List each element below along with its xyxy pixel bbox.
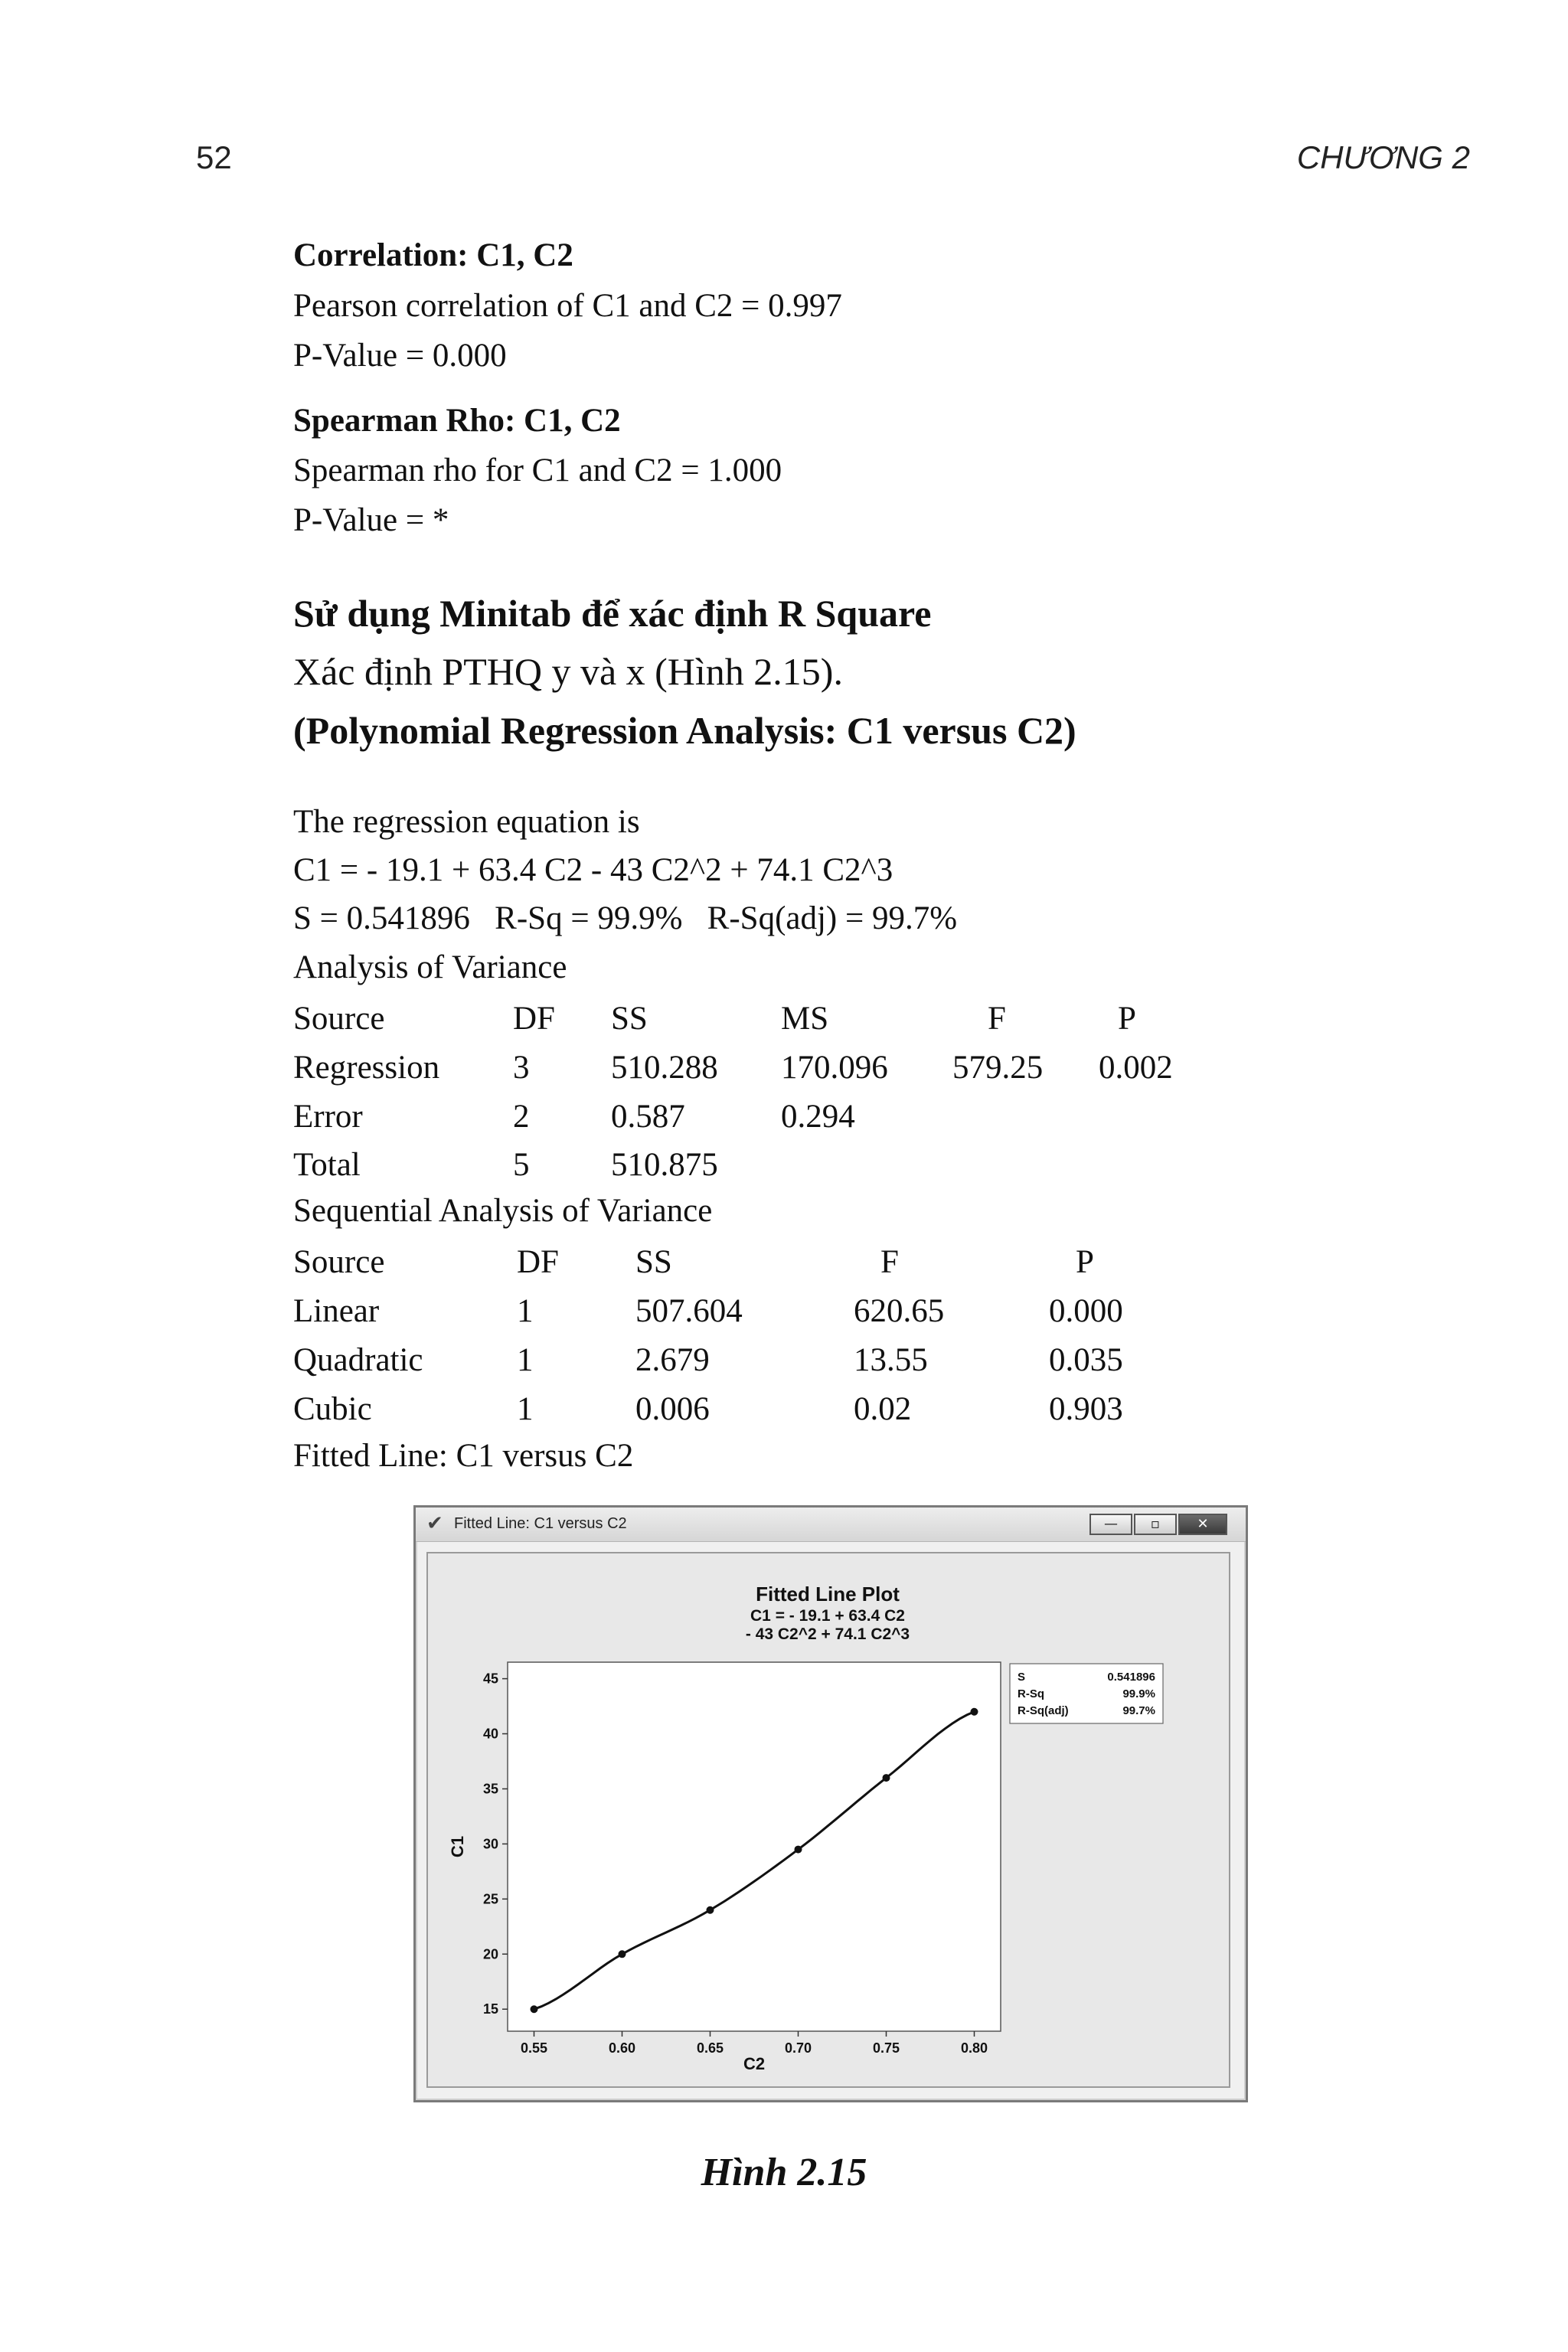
regression-equation: C1 = - 19.1 + 63.4 C2 - 43 C2^2 + 74.1 C2^3: [293, 852, 893, 888]
anova-cell: Total: [293, 1147, 361, 1183]
close-button[interactable]: [1178, 1514, 1227, 1535]
y-tick-label: 45: [482, 1671, 498, 1687]
data-point: [795, 1846, 802, 1854]
minimize-button[interactable]: [1089, 1514, 1132, 1535]
fitted-line-window: [413, 1505, 1248, 2102]
chart-subtitle-line-2: - 43 C2^2 + 74.1 C2^3: [745, 1625, 910, 1643]
anova-cell: 2: [513, 1099, 530, 1135]
minimize-icon: —: [1104, 1516, 1118, 1532]
anova-cell: 0.294: [781, 1099, 855, 1135]
legend-value-rsq: 99.9%: [1122, 1687, 1155, 1700]
anova-cell: 510.288: [611, 1050, 718, 1086]
section-heading: Sử dụng Minitab để xác định R Square: [293, 592, 932, 635]
x-axis-label: C2: [743, 2054, 766, 2073]
anova-cell: Error: [293, 1099, 363, 1135]
data-point: [531, 2005, 538, 2013]
fitted-line-caption: Fitted Line: C1 versus C2: [293, 1438, 634, 1474]
anova-cell: 170.096: [781, 1050, 888, 1086]
regression-fit-stats: S = 0.541896 R-Sq = 99.9% R-Sq(adj) = 99.7%: [293, 900, 958, 936]
anova-cell: 3: [513, 1050, 530, 1086]
seq-anova-cell: 13.55: [854, 1342, 928, 1378]
seq-anova-cell: Quadratic: [293, 1342, 423, 1378]
x-tick-label: 0.55: [520, 2040, 548, 2056]
check-icon: ✔: [426, 1512, 443, 1535]
chapter-label: CHƯƠNG 2: [1296, 139, 1470, 175]
seq-anova-cell: 0.903: [1049, 1391, 1123, 1427]
anova-cell: 510.875: [611, 1147, 718, 1183]
seq-anova-cell: 0.006: [635, 1391, 710, 1427]
legend-value-rsq-adj: 99.7%: [1122, 1704, 1155, 1717]
x-tick-label: 0.80: [960, 2040, 988, 2056]
y-tick-label: 25: [482, 1891, 498, 1907]
y-axis-label: C1: [448, 1835, 467, 1858]
seq-anova-cell: Cubic: [293, 1391, 372, 1427]
analysis-title: (Polynomial Regression Analysis: C1 versus C2): [293, 709, 1076, 752]
anova-header-cell: F: [988, 1001, 1006, 1037]
data-point: [883, 1774, 890, 1782]
y-tick-label: 15: [482, 2001, 498, 2017]
window-title: Fitted Line: C1 versus C2: [454, 1515, 627, 1532]
anova-header-cell: MS: [781, 1001, 829, 1037]
pearson-line: Pearson correlation of C1 and C2 = 0.997: [293, 288, 842, 324]
figure-caption: Hình 2.15: [701, 2151, 867, 2194]
anova-header-cell: Source: [293, 1001, 385, 1037]
data-point: [971, 1708, 978, 1716]
close-icon: ✕: [1197, 1516, 1209, 1532]
correlation-title: Correlation: C1, C2: [293, 237, 573, 273]
seq-anova-header-cell: Source: [293, 1244, 385, 1280]
chart-title: Fitted Line Plot: [756, 1583, 900, 1606]
seq-anova-cell: 1: [517, 1342, 534, 1378]
data-point: [619, 1950, 626, 1958]
spearman-pvalue: P-Value = *: [293, 502, 449, 538]
legend-label-s: S: [1018, 1671, 1026, 1684]
spearman-title: Spearman Rho: C1, C2: [293, 403, 621, 439]
pearson-pvalue: P-Value = 0.000: [293, 338, 507, 374]
plot-pane: [426, 1552, 1230, 2088]
legend-label-rsq: R-Sq: [1018, 1687, 1044, 1700]
maximize-button[interactable]: [1134, 1514, 1177, 1535]
x-tick-label: 0.75: [872, 2040, 900, 2056]
data-point: [707, 1906, 714, 1914]
y-tick-label: 20: [482, 1946, 498, 1962]
seq-anova-cell: 2.679: [635, 1342, 710, 1378]
seq-anova-header-cell: SS: [635, 1244, 672, 1280]
seq-anova-cell: 507.604: [635, 1293, 743, 1329]
x-tick-label: 0.65: [696, 2040, 724, 2056]
seq-anova-cell: 0.000: [1049, 1293, 1123, 1329]
anova-cell: 579.25: [952, 1050, 1044, 1086]
y-tick-label: 35: [482, 1781, 498, 1797]
plot-area: [508, 1662, 1001, 2031]
spearman-line: Spearman rho for C1 and C2 = 1.000: [293, 452, 782, 488]
legend-value-s: 0.541896: [1107, 1671, 1155, 1684]
anova-cell: 0.587: [611, 1099, 685, 1135]
regression-intro: The regression equation is: [293, 804, 640, 840]
seq-anova-cell: 1: [517, 1391, 534, 1427]
anova-title: Analysis of Variance: [293, 949, 567, 985]
seq-anova-title: Sequential Analysis of Variance: [293, 1193, 713, 1229]
seq-anova-header-cell: DF: [517, 1244, 559, 1280]
x-tick-label: 0.60: [608, 2040, 636, 2056]
window-titlebar[interactable]: [416, 1508, 1246, 1542]
seq-anova-header-cell: F: [880, 1244, 899, 1280]
x-tick-label: 0.70: [784, 2040, 812, 2056]
maximize-icon: ▫: [1150, 1516, 1161, 1532]
anova-cell: 0.002: [1099, 1050, 1173, 1086]
legend-label-rsq-adj: R-Sq(adj): [1018, 1704, 1069, 1717]
seq-anova-cell: 0.035: [1049, 1342, 1123, 1378]
anova-cell: 5: [513, 1147, 530, 1183]
y-tick-label: 40: [482, 1726, 498, 1742]
anova-header-cell: DF: [513, 1001, 555, 1037]
seq-anova-header-cell: P: [1076, 1244, 1094, 1280]
seq-anova-cell: 0.02: [854, 1391, 912, 1427]
section-subheading: Xác định PTHQ y và x (Hình 2.15).: [293, 650, 843, 693]
seq-anova-cell: Linear: [293, 1293, 380, 1329]
seq-anova-cell: 620.65: [854, 1293, 945, 1329]
y-tick-label: 30: [482, 1836, 498, 1852]
page-number: 52: [196, 139, 232, 175]
anova-cell: Regression: [293, 1050, 440, 1086]
anova-header-cell: P: [1118, 1001, 1136, 1037]
anova-header-cell: SS: [611, 1001, 648, 1037]
stats-legend: [1010, 1664, 1163, 1723]
chart-subtitle-line-1: C1 = - 19.1 + 63.4 C2: [750, 1607, 905, 1625]
fitted-line-plot: [428, 1553, 1229, 2086]
seq-anova-cell: 1: [517, 1293, 534, 1329]
